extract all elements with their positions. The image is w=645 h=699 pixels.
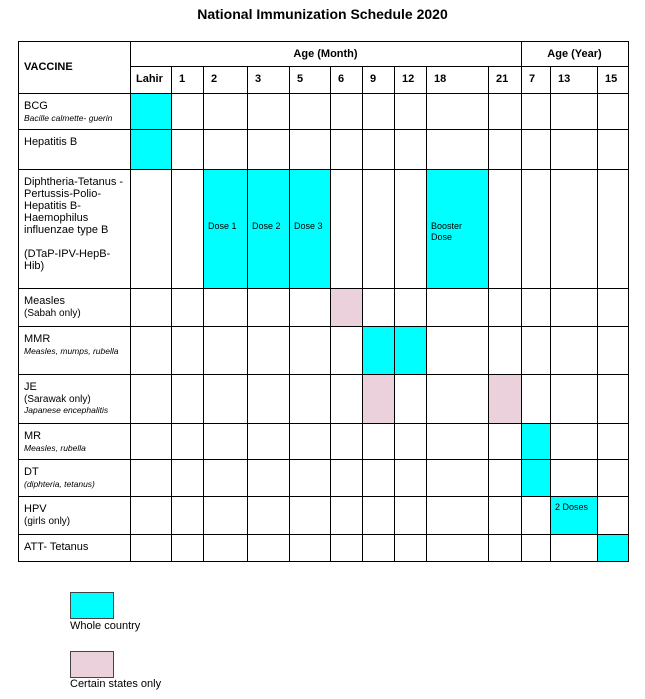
column-header: Lahir bbox=[136, 73, 163, 85]
vaccine-description: Japanese encephalitis bbox=[24, 405, 109, 415]
grid-line bbox=[18, 423, 629, 424]
vaccine-description: Measles, mumps, rubella bbox=[24, 346, 119, 356]
dose-label: Booster Dose bbox=[431, 220, 463, 242]
dose-label: Dose 2 bbox=[252, 220, 281, 231]
grid-line bbox=[171, 66, 172, 562]
schedule-cell bbox=[521, 459, 550, 496]
grid-line bbox=[18, 561, 629, 562]
schedule-cell bbox=[521, 423, 550, 459]
grid-line bbox=[330, 66, 331, 562]
grid-line bbox=[18, 41, 19, 562]
vaccine-name: Diphtheria-Tetanus -Pertussis-Polio- Hepatitis B-Haemophilus influenzae type B bbox=[24, 176, 124, 236]
vaccine-name: MR bbox=[24, 430, 42, 442]
schedule-cell bbox=[330, 288, 362, 326]
grid-line bbox=[247, 66, 248, 562]
legend-swatch bbox=[70, 651, 114, 678]
grid-line bbox=[289, 66, 290, 562]
grid-line bbox=[18, 288, 629, 289]
age-year-header: Age (Year) bbox=[547, 48, 602, 60]
schedule-cell bbox=[247, 169, 289, 288]
schedule-cell bbox=[289, 169, 330, 288]
page-title: National Immunization Schedule 2020 bbox=[197, 6, 448, 22]
vaccine-description: Bacille calmette- guerin bbox=[24, 113, 113, 123]
grid-line bbox=[18, 129, 629, 130]
dose-label: Dose 3 bbox=[294, 220, 323, 231]
schedule-cell bbox=[203, 169, 247, 288]
column-header: 18 bbox=[434, 73, 447, 85]
vaccine-label bbox=[24, 100, 128, 128]
column-header: 1 bbox=[179, 73, 186, 85]
grid-line bbox=[18, 326, 629, 327]
vaccine-name: Hepatitis B bbox=[24, 136, 78, 148]
vaccine-name: Measles bbox=[24, 295, 65, 307]
grid-line bbox=[394, 66, 395, 562]
vaccine-description: (diphteria, tetanus) bbox=[24, 479, 95, 489]
grid-line bbox=[130, 41, 131, 562]
grid-line bbox=[18, 496, 629, 497]
dose-label: 2 Doses bbox=[555, 502, 589, 512]
grid-line bbox=[18, 459, 629, 460]
schedule-table bbox=[18, 41, 628, 561]
vaccine-label bbox=[24, 136, 128, 168]
dose-label: Dose 1 bbox=[208, 220, 237, 231]
column-header: 5 bbox=[297, 73, 304, 85]
vaccine-label bbox=[24, 176, 128, 287]
column-header: 2 bbox=[211, 73, 218, 85]
vaccine-abbrev: (DTaP-IPV-HepB- Hib) bbox=[24, 248, 111, 272]
column-header: 21 bbox=[496, 73, 509, 85]
vaccine-description: Measles, rubella bbox=[24, 443, 86, 453]
vaccine-label bbox=[24, 541, 128, 560]
grid-line bbox=[426, 66, 427, 562]
schedule-cell bbox=[362, 374, 394, 423]
schedule-cell bbox=[130, 129, 171, 169]
schedule-cell bbox=[130, 93, 171, 129]
grid-line bbox=[130, 66, 629, 67]
legend-swatch bbox=[70, 592, 114, 619]
vaccine-name: BCG bbox=[24, 100, 48, 112]
vaccine-name: JE bbox=[24, 381, 37, 393]
legend-label: Certain states only bbox=[70, 678, 162, 690]
column-header: 15 bbox=[605, 73, 618, 85]
grid-line bbox=[18, 41, 629, 42]
column-header: 7 bbox=[529, 73, 536, 85]
vaccine-header: VACCINE bbox=[24, 61, 73, 73]
schedule-cell bbox=[550, 496, 597, 534]
column-header: 9 bbox=[370, 73, 377, 85]
vaccine-name: MMR bbox=[24, 333, 51, 345]
grid-line bbox=[488, 66, 489, 562]
vaccine-label bbox=[24, 430, 128, 458]
grid-line bbox=[18, 534, 629, 535]
vaccine-label bbox=[24, 503, 128, 533]
grid-line bbox=[628, 41, 629, 562]
grid-line bbox=[597, 66, 598, 562]
schedule-cell bbox=[394, 326, 426, 374]
vaccine-label bbox=[24, 295, 128, 325]
grid-line bbox=[203, 66, 204, 562]
schedule-cell bbox=[426, 169, 488, 288]
column-header: 13 bbox=[558, 73, 571, 85]
column-header: 12 bbox=[402, 73, 415, 85]
vaccine-label bbox=[24, 381, 128, 422]
column-header: 3 bbox=[255, 73, 262, 85]
vaccine-description: (Sarawak only) bbox=[24, 394, 91, 405]
grid-line bbox=[362, 66, 363, 562]
vaccine-description: (girls only) bbox=[24, 516, 71, 527]
age-month-header: Age (Month) bbox=[293, 48, 358, 60]
grid-line bbox=[18, 169, 629, 170]
column-header: 6 bbox=[338, 73, 345, 85]
legend-label: Whole country bbox=[70, 620, 141, 632]
vaccine-label bbox=[24, 333, 128, 373]
schedule-cell bbox=[488, 374, 521, 423]
grid-line bbox=[550, 66, 551, 562]
vaccine-name: DT bbox=[24, 466, 39, 478]
vaccine-label bbox=[24, 466, 128, 495]
vaccine-name: HPV bbox=[24, 503, 47, 515]
grid-line bbox=[521, 41, 522, 562]
grid-line bbox=[18, 93, 629, 94]
vaccine-name: ATT- Tetanus bbox=[24, 541, 89, 553]
grid-line bbox=[18, 374, 629, 375]
schedule-cell bbox=[362, 326, 394, 374]
vaccine-description: (Sabah only) bbox=[24, 308, 81, 319]
schedule-cell bbox=[597, 534, 628, 561]
